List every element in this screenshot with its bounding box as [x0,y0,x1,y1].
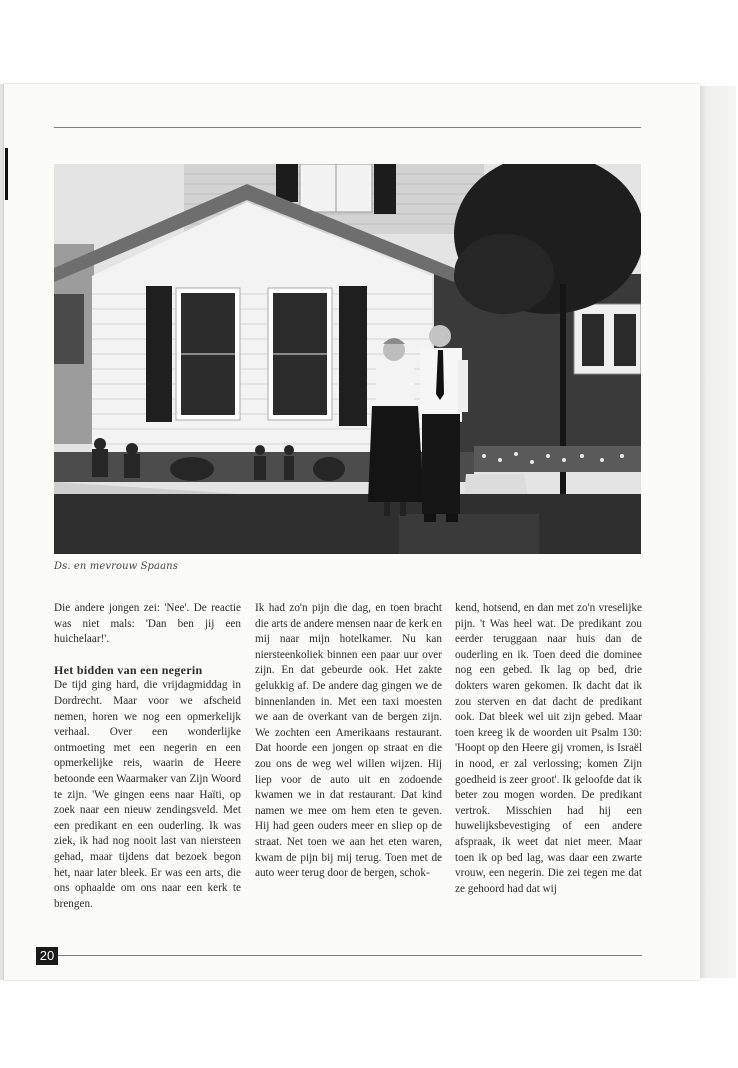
photo-caption: Ds. en mevrouw Spaans [54,561,178,572]
top-rule [54,127,641,128]
photo-couple-in-front-of-house [54,164,641,554]
page-number: 20 [36,947,58,965]
paragraph: kend, hotsend, en dan met zo'n vreselijke pijn. 't Was heel wat. De predikant zou eerder teruggaan naar huis dan de ouderling en ik. Toen deed die dominee nog een gebed. Ik lag op bed, drie dokters waren gekomen. Ik dacht dat ik zou sterven en dat dacht de predikant ook. Dat bleek wel uit zijn gebed. Maar toen kreeg ik de woorden uit Psalm 130: 'Hoopt op den Heere gij vromen, is Israël in nood, er zal verlossing; komen Zijn goedheid is zeer groot'. Ik geloofde dat ik beter zou mogen worden. De predikant vertrok. Misschien had hij een huwelijksbevestiging of een andere afspraak, ik weet dat niet meer. Maar toen ik op bed lag, was daar een zwarte vrouw, een negerin. Die zei tegen me dat ze gehoord had dat wij [455,602,642,895]
next-page-edge [700,86,736,978]
paragraph: Ik had zo'n pijn die dag, en toen bracht die arts de andere mensen naar de kerk en mij naar mijn hotelkamer. Nu kan niersteenkoliek binnen een paar uur over zijn. En dat gebeurde ook. Het zakte gelukkig af. De andere dag gingen we de binnenlanden in. Met een taxi moesten we aan de overkant van de bergen zijn. We zochten een Amerikaans restaurant. Dat hoorde een jongen op straat en die zou ons de weg wel willen wijzen. Hij liep voor de auto uit en zodoende kwamen we in dat restaurant. Dat kind namen we mee om hem eten te geven. Hij had geen ouders meer en sliep op de straat. Net toen we aan het eten waren, kwam de pijn bij mij terug. Toen met de auto weer terug door de bergen, schok- [255,602,442,880]
binding-mark [5,148,8,200]
house-photo-illustration [54,164,641,554]
paragraph: De tijd ging hard, die vrijdagmiddag in Dordrecht. Maar voor we afscheid nemen, horen we nog een opmerkelijk verhaal. Over een wonderlijke ontmoeting met een negerin en een opmerkelijke reis, waarin de Heere betoonde een Waarmaker van Zijn Woord te zijn. 'We gingen eens naar Haïti, op zoek naar een nieuw zendingsveld. Met een predikant en een ouderling. Ik was ziek, ik had nog nooit last van niersteen gehad, maar tijdens dat bezoek begon het, naar later bleek. Er was een arts, die ons ophaalde om ons naar een kerk te brengen. [54,679,241,910]
paragraph: Die andere jongen zei: 'Nee'. De reactie was niet mals: 'Dan ben jij een huichelaar!'. [54,602,241,646]
article-column-3 [455,601,642,897]
article-column-1 [54,601,241,912]
bottom-rule [58,955,642,956]
subheading: Het bidden van een negerin [54,662,203,677]
article-column-2 [255,601,442,882]
